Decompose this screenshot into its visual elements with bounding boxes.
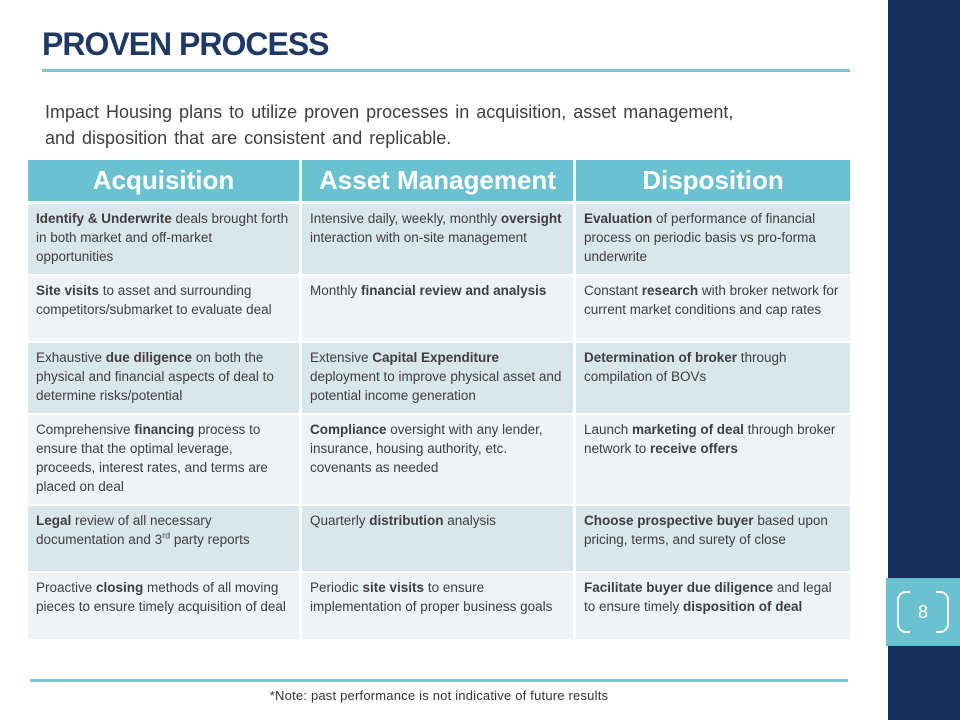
cell-r1-c2: Intensive daily, weekly, monthly oversight interaction with on-site management [302,204,576,276]
cell-r6-c3: Facilitate buyer due diligence and legal to ensure timely disposition of deal [576,573,850,639]
intro-line-1: Impact Housing plans to utilize proven processes in acquisition, asset management, [45,102,734,122]
page-number: 8 [917,602,928,622]
table-body [28,204,850,639]
process-table-wrap [28,160,850,639]
table-row-6 [28,573,850,639]
column-header-disposition: Disposition [576,160,850,204]
cell-r2-c2: Monthly financial review and analysis [302,276,576,343]
cell-r5-c2: Quarterly distribution analysis [302,506,576,573]
cell-r4-c3: Launch marketing of deal through broker network to receive offers [576,415,850,506]
cell-r4-c2: Compliance oversight with any lender, insurance, housing authority, etc. covenants as needed [302,415,576,506]
intro-line-2: and disposition that are consistent and replicable. [45,128,452,148]
cell-r2-c1: Site visits to asset and surrounding competitors/submarket to evaluate deal [28,276,302,343]
right-bracket-icon [936,591,949,633]
table-row-2 [28,276,850,343]
intro-text [45,99,845,151]
process-table [28,160,850,639]
cell-r1-c1: Identify & Underwrite deals brought forth in both market and off-market opportunities [28,204,302,276]
cell-r3-c2: Extensive Capital Expenditure deployment to improve physical asset and potential income generation [302,343,576,415]
table-row-1 [28,204,850,276]
table-header-row [28,160,850,204]
cell-r5-c1: Legal review of all necessary documentation and 3rd party reports [28,506,302,573]
column-header-asset-management: Asset Management [302,160,576,204]
cell-r4-c1: Comprehensive financing process to ensure that the optimal leverage, proceeds, interest rates, and terms are placed on deal [28,415,302,506]
cell-r6-c2: Periodic site visits to ensure implementation of proper business goals [302,573,576,639]
page-title: PROVEN PROCESS [42,26,329,62]
column-header-acquisition: Acquisition [28,160,302,204]
cell-r3-c1: Exhaustive due diligence on both the physical and financial aspects of deal to determine risks/potential [28,343,302,415]
cell-r2-c3: Constant research with broker network for current market conditions and cap rates [576,276,850,343]
cell-r5-c3: Choose prospective buyer based upon pricing, terms, and surety of close [576,506,850,573]
footnote: *Note: past performance is not indicative of future results [269,688,609,703]
table-row-5 [28,506,850,573]
table-row-4 [28,415,850,506]
footer-divider [30,679,848,682]
left-bracket-icon [897,591,910,633]
page-number-tab [886,578,960,646]
table-row-3 [28,343,850,415]
cell-r6-c1: Proactive closing methods of all moving pieces to ensure timely acquisition of deal [28,573,302,639]
cell-r3-c3: Determination of broker through compilation of BOVs [576,343,850,415]
cell-r1-c3: Evaluation of performance of financial process on periodic basis vs pro-forma underwrite [576,204,850,276]
title-divider [42,69,850,72]
